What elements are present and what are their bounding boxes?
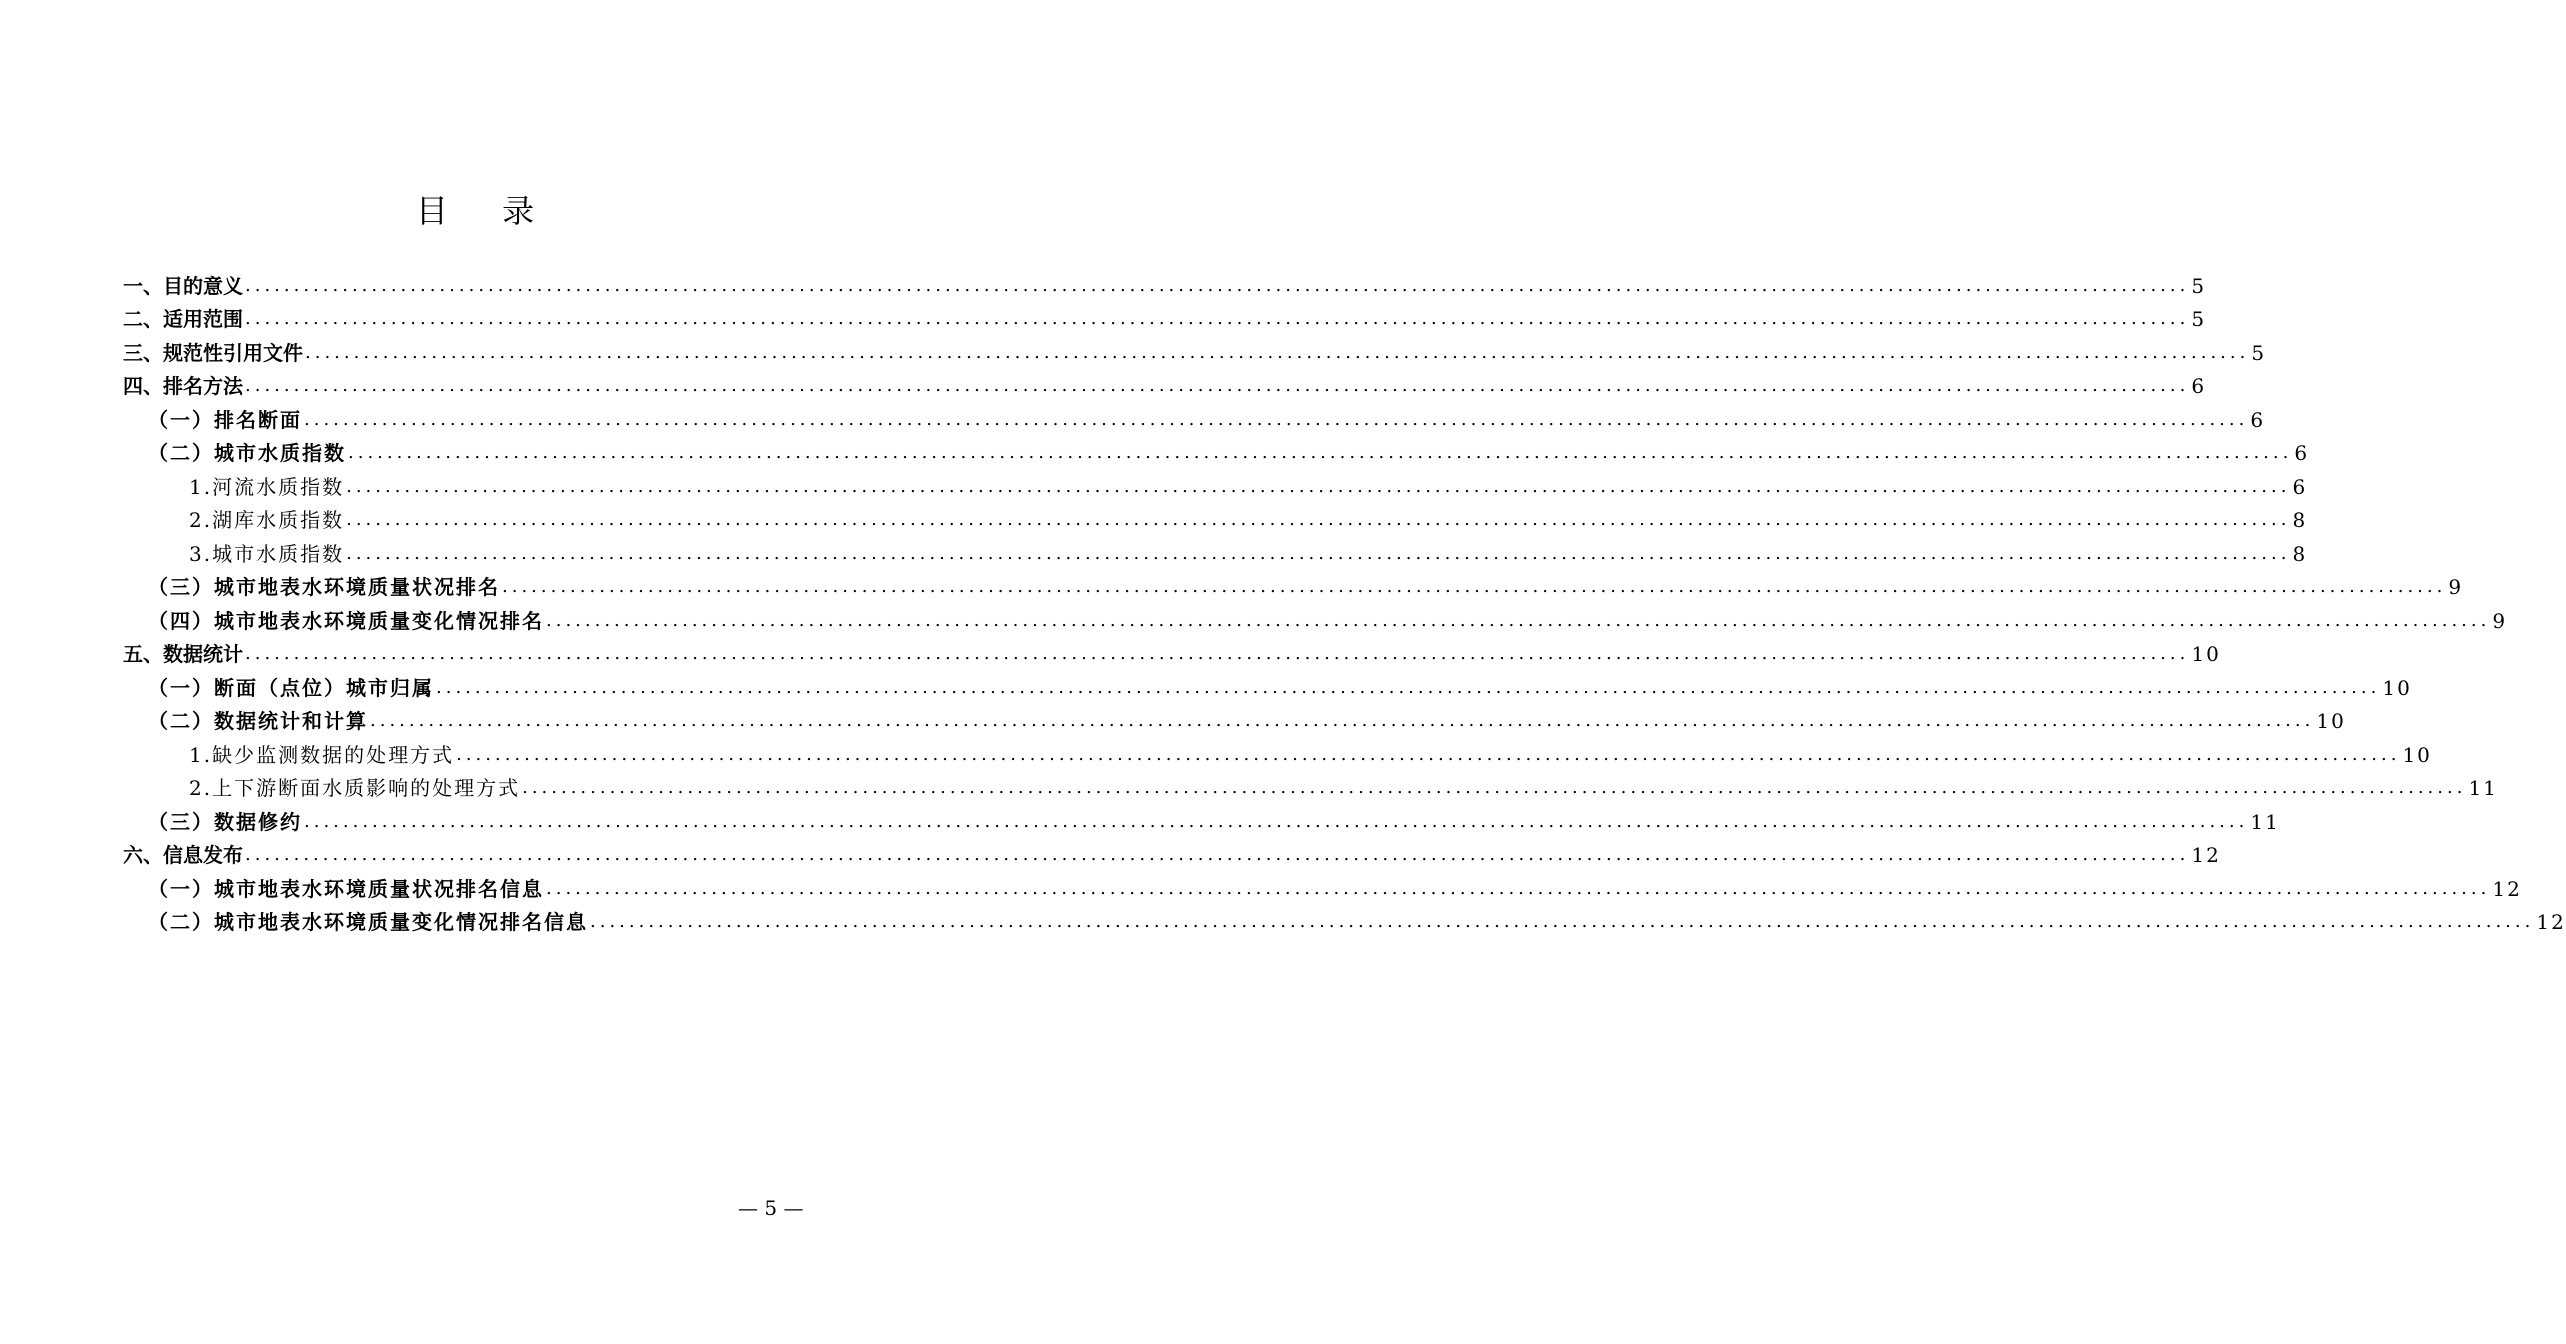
toc-entry[interactable] bbox=[123, 566, 2464, 600]
toc-entry-page: 10 bbox=[2382, 675, 2412, 700]
toc-leader-dots: ........................................................................................................................................................................................................ bbox=[245, 643, 2190, 664]
toc-entry-label: （一）断面（点位）城市归属 bbox=[148, 675, 434, 700]
toc-entry[interactable] bbox=[123, 532, 2308, 566]
toc-entry-page: 10 bbox=[2402, 742, 2432, 767]
toc-entry-page: 12 bbox=[2536, 910, 2566, 934]
toc-entry[interactable] bbox=[123, 398, 2266, 432]
toc-leader-dots: ........................................................................................................................................................................................................ bbox=[348, 442, 2293, 463]
toc-leader-dots: ........................................................................................................................................................................................................ bbox=[546, 877, 2491, 899]
toc-entry-label: （三）城市地表水环境质量状况排名 bbox=[148, 575, 500, 599]
page-number-footer: — 5 — bbox=[738, 1196, 804, 1220]
toc-entry-label: 四、排名方法 bbox=[123, 374, 243, 398]
toc-leader-dots: ........................................................................................................................................................................................................ bbox=[546, 609, 2491, 631]
toc-entry-label: 五、数据统计 bbox=[123, 642, 243, 666]
toc-entry-page: 6 bbox=[2191, 374, 2207, 398]
toc-leader-dots: ........................................................................................................................................................................................................ bbox=[305, 341, 2250, 363]
toc-leader-dots: ........................................................................................................................................................................................................ bbox=[245, 308, 2190, 329]
toc-leader-dots: ........................................................................................................................................................................................................ bbox=[370, 710, 2315, 731]
toc-leader-dots: ........................................................................................................................................................................................................ bbox=[304, 408, 2249, 430]
toc-entry-label: 六、信息发布 bbox=[123, 843, 243, 867]
toc-entry-label: 1.缺少监测数据的处理方式 bbox=[189, 742, 455, 767]
toc-entry-label: （二）城市地表水环境质量变化情况排名信息 bbox=[148, 910, 588, 934]
toc-entry[interactable] bbox=[123, 633, 2221, 667]
toc-entry-page: 5 bbox=[2191, 307, 2207, 331]
toc-entry[interactable] bbox=[123, 365, 2207, 399]
toc-entry-label: 一、目的意义 bbox=[123, 273, 243, 298]
toc-entry-page: 8 bbox=[2292, 541, 2308, 566]
toc-entry[interactable] bbox=[123, 834, 2221, 868]
toc-title: 目 录 bbox=[415, 192, 557, 230]
toc-entry-page: 10 bbox=[2191, 642, 2221, 666]
toc-leader-dots: ........................................................................................................................................................................................................ bbox=[456, 743, 2401, 765]
toc-entry-page: 9 bbox=[2492, 608, 2508, 633]
toc-entry[interactable] bbox=[123, 599, 2508, 633]
toc-leader-dots: ........................................................................................................................................................................................................ bbox=[346, 475, 2291, 497]
toc-entry-page: 5 bbox=[2251, 340, 2267, 365]
toc-entry[interactable] bbox=[123, 867, 2522, 901]
toc-entry-label: （四）城市地表水环境质量变化情况排名 bbox=[148, 608, 544, 633]
toc-entry[interactable] bbox=[123, 331, 2267, 365]
toc-entry[interactable] bbox=[123, 733, 2432, 767]
toc-entry[interactable] bbox=[123, 465, 2308, 499]
toc-leader-dots: ........................................................................................................................................................................................................ bbox=[346, 542, 2291, 564]
toc-entry[interactable] bbox=[123, 901, 2566, 935]
toc-entry[interactable] bbox=[123, 666, 2412, 700]
toc-entry[interactable] bbox=[123, 700, 2346, 734]
toc-entry[interactable] bbox=[123, 432, 2310, 466]
toc-leader-dots: ........................................................................................................................................................................................................ bbox=[436, 676, 2381, 698]
toc-leader-dots: ........................................................................................................................................................................................................ bbox=[245, 844, 2190, 865]
toc-entry-page: 10 bbox=[2316, 709, 2346, 733]
toc-entry[interactable] bbox=[123, 298, 2207, 332]
toc-entry-page: 8 bbox=[2292, 508, 2308, 532]
toc-entry-page: 12 bbox=[2191, 843, 2221, 867]
toc-entry-label: （一）城市地表水环境质量状况排名信息 bbox=[148, 876, 544, 901]
toc-leader-dots: ........................................................................................................................................................................................................ bbox=[590, 911, 2535, 932]
toc-leader-dots: ........................................................................................................................................................................................................ bbox=[245, 375, 2190, 396]
toc-entry-label: 3.城市水质指数 bbox=[189, 541, 345, 566]
toc-entry[interactable] bbox=[123, 264, 2207, 298]
toc-entry-page: 6 bbox=[2292, 474, 2308, 499]
toc-entry[interactable] bbox=[123, 499, 2308, 533]
toc-entry-label: （三）数据修约 bbox=[148, 809, 302, 834]
toc-entry-label: （二）数据统计和计算 bbox=[148, 709, 368, 733]
toc-entry[interactable] bbox=[123, 767, 2498, 801]
toc-entry-page: 5 bbox=[2191, 273, 2207, 298]
toc-entry-page: 11 bbox=[2468, 776, 2498, 800]
toc-leader-dots: ........................................................................................................................................................................................................ bbox=[304, 810, 2249, 832]
toc-entry-label: 2.湖库水质指数 bbox=[189, 508, 345, 532]
table-of-contents bbox=[123, 264, 2566, 934]
toc-entry-page: 12 bbox=[2492, 876, 2522, 901]
toc-leader-dots: ........................................................................................................................................................................................................ bbox=[245, 274, 2190, 296]
toc-entry-label: 三、规范性引用文件 bbox=[123, 340, 303, 365]
toc-entry-label: （一）排名断面 bbox=[148, 407, 302, 432]
toc-entry-label: 1.河流水质指数 bbox=[189, 474, 345, 499]
toc-entry-label: 二、适用范围 bbox=[123, 307, 243, 331]
toc-entry-page: 11 bbox=[2250, 809, 2280, 834]
toc-entry-label: （二）城市水质指数 bbox=[148, 441, 346, 465]
toc-leader-dots: ........................................................................................................................................................................................................ bbox=[522, 777, 2467, 798]
toc-entry-label: 2.上下游断面水质影响的处理方式 bbox=[189, 776, 521, 800]
toc-entry[interactable] bbox=[123, 800, 2280, 834]
toc-entry-page: 6 bbox=[2294, 441, 2310, 465]
toc-entry-page: 9 bbox=[2448, 575, 2464, 599]
toc-leader-dots: ........................................................................................................................................................................................................ bbox=[346, 509, 2291, 530]
toc-leader-dots: ........................................................................................................................................................................................................ bbox=[502, 576, 2447, 597]
toc-entry-page: 6 bbox=[2250, 407, 2266, 432]
